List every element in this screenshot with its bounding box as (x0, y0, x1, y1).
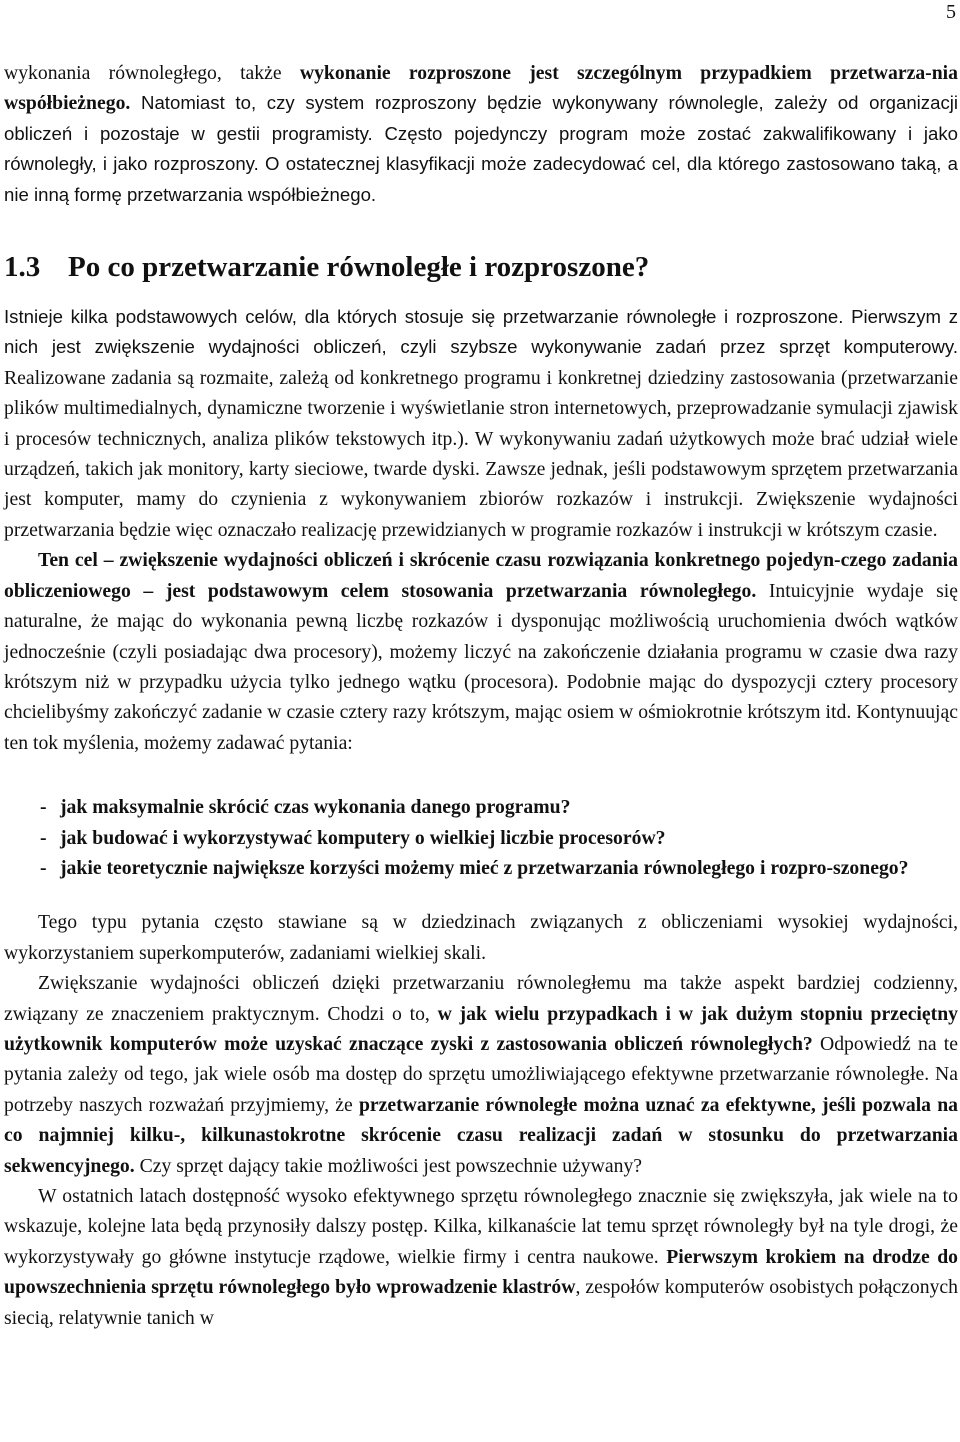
question-text: jak maksymalnie skrócić czas wykonania danego programu? (60, 796, 571, 819)
main-goal-text: Intuicyjnie wydaje się naturalne, że mając do wykonania pewną liczbę rozkazów i dysponując możliwością uruchomienia dwóch wątków jednocześnie (czyli posiadając dwa procesory), możemy liczyć na zakończenie działania programu w czasie dwa razy krótszym niż w przypadku użycia tylko jednego wątku (procesora). (4, 579, 958, 693)
intro-bold-text: wykonanie rozproszone jest szczególnym przypadkiem przetwarza-nia współbieżnego. (4, 62, 958, 115)
intro-text-sans-3: O ostatecznej klasyfikacji może zadecydować cel, dla którego zastosowano taką, a nie inną formę przetwarzania współbieżnego. (4, 153, 959, 205)
paragraph-goals (4, 302, 958, 545)
paragraph-goals-text-sans: Istnieje kilka podstawowych celów, dla których stosuje się przetwarzanie równoległe i rozproszone. Pierwszym z nich jest zwiększenie wydajności obliczeń, czyli szybsze wykonywanie zadań przez sprzęt komputerowy. (4, 306, 958, 358)
main-goal-bold-text: Ten cel – zwiększenie wydajności obliczeń i skrócenie czasu rozwiązania konkretnego pojedyn-czego zadania obliczeniowego – jest podstawowym celem stosowania przetwarzania równoległego. (4, 549, 958, 602)
everyday-text-2: Odpowiedź na te pytania zależy od tego, jak wiele osób ma dostęp do sprzętu umożliwiającego efektywne przetwarzanie równoległe. (4, 1032, 959, 1086)
paragraph-everyday (4, 968, 958, 1181)
section-title: Po co przetwarzanie równoległe i rozproszone? (68, 251, 650, 284)
page-number: 5 (946, 1, 956, 23)
list-dash: - (40, 856, 47, 879)
question-text: jak budować i wykorzystywać komputery o wielkiej liczbie procesorów? (60, 826, 666, 849)
list-item (40, 823, 958, 853)
paragraph-hpc (4, 907, 958, 968)
everyday-text-3: Na potrzeby naszych rozważań przyjmiemy, że (4, 1063, 958, 1116)
everyday-bold-text-2: przetwarzanie równoległe można uznać za efektywne, jeśli pozwala na co najmniej kilku-, kilkunastokrotne skrócenie czasu realizacji zadań w stosunku do przetwarzania sekwencyjnego. (4, 1093, 958, 1177)
hpc-text: Tego typu pytania często stawiane są w dziedzinach związanych z obliczeniami wysokiej wydajności, wykorzystaniem superkomputerów, zadaniami wielkiej skali. (4, 911, 958, 964)
section-number: 1.3 (4, 251, 41, 284)
document-body (4, 58, 958, 1333)
availability-bold-text: Pierwszym krokiem na drodze do upowszechnienia sprzętu równoległego było wprowadzenie klastrów (4, 1245, 958, 1299)
intro-paragraph (4, 58, 958, 210)
list-item (40, 792, 958, 822)
main-goal-text-2: Podobnie mając do dyspozycji cztery procesory chcielibyśmy zakończyć zadanie w czasie cztery razy krótszym, mając osiem w ośmiokrotnie krótszym itd. Kontynuując ten tok myślenia, możemy zadawać pytania: (4, 670, 958, 754)
intro-text: wykonania równoległego, także (4, 62, 300, 84)
list-dash: - (40, 826, 47, 849)
everyday-bold-text: w jak wielu przypadkach i w jak dużym stopniu przeciętny użytkownik komputerów może uzyskać znaczące zyski z zastosowania obliczeń równoległych? (4, 1002, 958, 1055)
availability-text: W ostatnich latach dostępność wysoko efektywnego sprzętu równoległego znacznie się zwiększyła, jak wiele na to wskazuje, kolejne lata będą przynosiły dalszy postęp. Kilka, kilkanaście lat temu sprzęt równoległy był na tyle drogi, że wykorzystywały go główne instytucje rządowe, wielkie firmy i centra naukowe. (4, 1185, 958, 1268)
everyday-text: Zwiększanie wydajności obliczeń dzięki przetwarzaniu równoległemu ma także aspekt bardziej codzienny, związany ze znaczeniem praktycznym. Chodzi o to, (4, 972, 958, 1025)
questions-list (40, 792, 958, 883)
paragraph-main-goal (4, 545, 958, 758)
question-text: jakie teoretycznie największe korzyści możemy mieć z przetwarzania równoległego i rozpro-szonego? (60, 856, 909, 879)
availability-text-2: , zespołów komputerów osobistych połączonych siecią, relatywnie tanich w (4, 1276, 958, 1329)
paragraph-goals-text: Realizowane zadania są rozmaite, zależą od konkretnego programu i konkretnej dziedziny zastosowania (przetwarzanie plików multimedialnych, dynamiczne tworzenie i wyświetlanie stron internetowych, przeprowadzanie symulacji zjawisk i procesów technicznych, analiza plików tekstowych itp.). W wykonywaniu zadań użytkowych może brać udział wiele urządzeń, takich jak monitory, karty sieciowe, twarde dyski. Zawsze jednak, jeśli podstawowym sprzętem przetwarzania jest komputer, mamy do czynienia z wykonywaniem zbiorów rozkazów i instrukcji. Zwiększenie wydajności przetwarzania będzie więc oznaczało realizację przewidzianych w programie rozkazów i instrukcji w krótszym czasie. (4, 366, 958, 541)
everyday-text-4: Czy sprzęt dający takie możliwości jest powszechnie używany? (134, 1154, 643, 1177)
paragraph-availability (4, 1181, 958, 1333)
list-item (40, 853, 958, 883)
intro-text-sans-2: Często pojedynczy program może zostać zakwalifikowany i jako równoległy, i jako rozproszony. (4, 122, 958, 175)
intro-text-sans: Natomiast to, czy system rozproszony będzie wykonywany równolegle, zależy od organizacji obliczeń i pozostaje w gestii programisty. (4, 92, 958, 144)
section-heading (4, 250, 958, 284)
list-dash: - (40, 796, 47, 819)
